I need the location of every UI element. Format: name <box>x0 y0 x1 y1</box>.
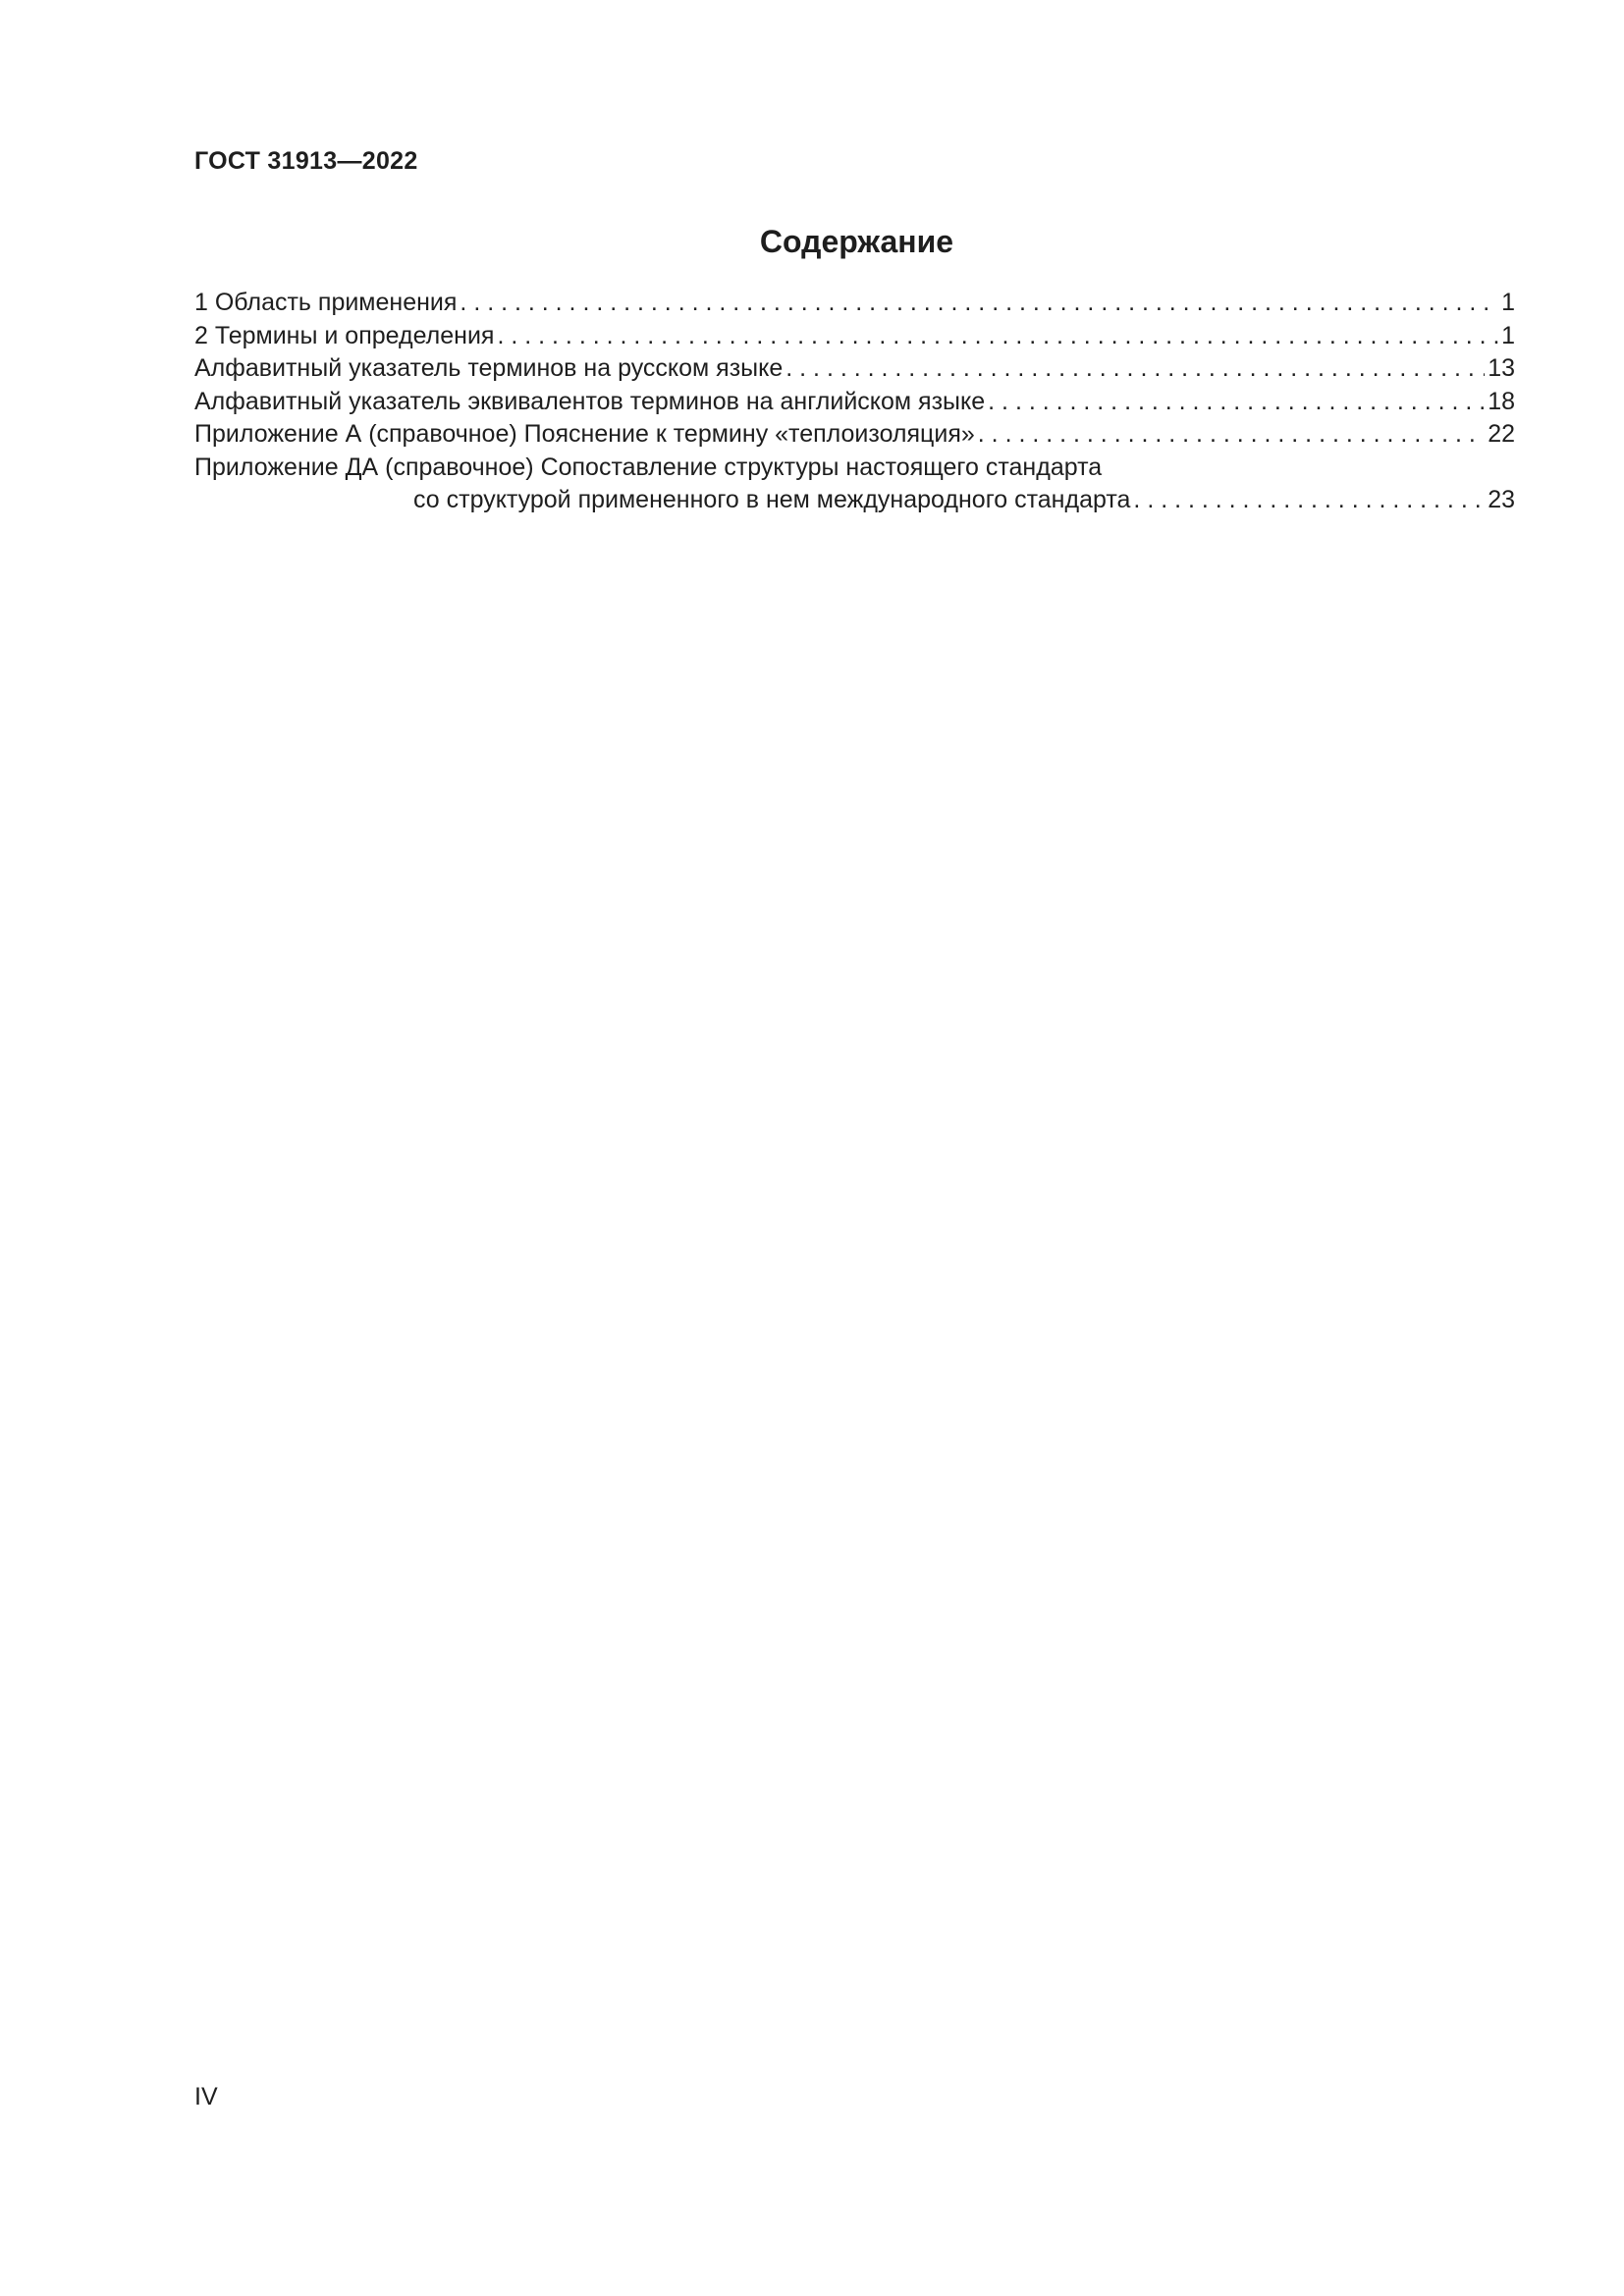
toc-entry[interactable] <box>194 287 1515 320</box>
toc-entry-title-continuation: со структурой примененного в нем международного стандарта <box>413 486 1131 513</box>
toc-entry[interactable] <box>194 352 1515 386</box>
toc-entry-continuation[interactable] <box>194 484 1515 517</box>
toc-entry-title: Алфавитный указатель терминов на русском языке <box>194 354 784 382</box>
toc-title: Содержание <box>759 224 954 259</box>
toc-entry-page: 18 <box>1488 387 1515 415</box>
toc-dot-leader <box>988 386 1485 419</box>
toc-dot-leader <box>978 418 1485 452</box>
toc-entry-title: Алфавитный указатель эквивалентов терминов на английском языке <box>194 387 986 415</box>
toc-entry[interactable] <box>194 452 1515 485</box>
toc-dot-leader <box>785 352 1485 386</box>
toc-entry-title: 2 Термины и определения <box>194 321 495 349</box>
toc-entry-page: 13 <box>1488 354 1515 382</box>
toc-entry-page: 23 <box>1488 486 1515 513</box>
toc-dot-leader <box>1133 484 1485 517</box>
toc-dot-leader <box>497 320 1498 353</box>
toc-entry-page: 1 <box>1501 321 1515 349</box>
toc-entry-page: 1 <box>1501 289 1515 316</box>
toc-entry[interactable] <box>194 320 1515 353</box>
toc-entry[interactable] <box>194 418 1515 452</box>
toc-entry[interactable] <box>194 386 1515 419</box>
page-number: IV <box>194 2083 218 2110</box>
toc-dot-leader <box>460 287 1498 320</box>
table-of-contents <box>194 287 1515 517</box>
toc-entry-page: 22 <box>1488 420 1515 448</box>
toc-entry-title: Приложение ДА (справочное) Сопоставление структуры настоящего стандарта <box>194 453 1103 481</box>
document-id: ГОСТ 31913—2022 <box>194 147 418 175</box>
toc-entry-title: 1 Область применения <box>194 289 458 316</box>
toc-entry-title: Приложение А (справочное) Пояснение к термину «теплоизоляция» <box>194 420 975 448</box>
